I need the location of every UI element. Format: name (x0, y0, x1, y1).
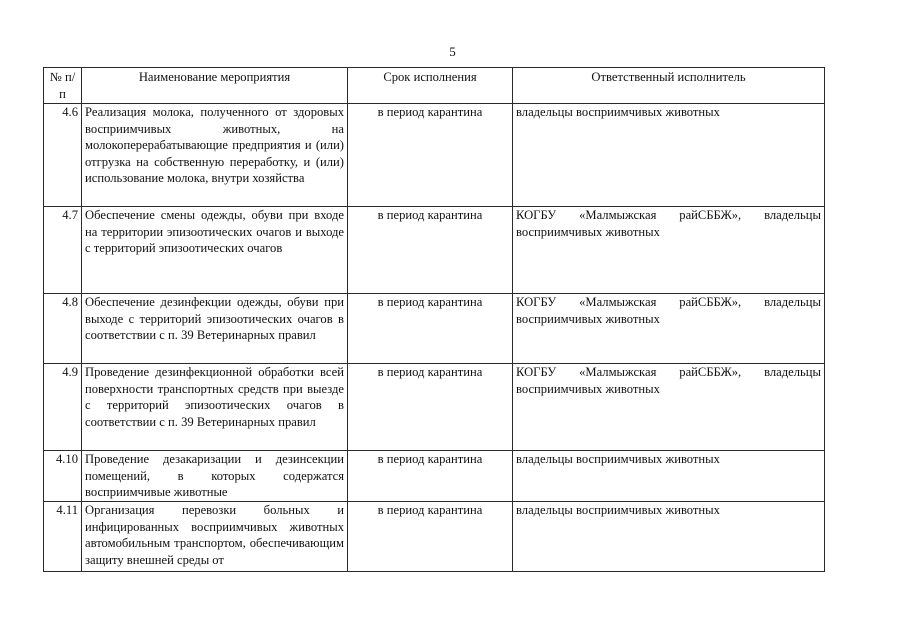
row-num: 4.6 (44, 104, 82, 207)
table-row (44, 294, 825, 364)
row-name: Обеспечение смены одежды, обуви при входе на территории эпизоотических очагов и выходе с территорий эпизоотических очагов (82, 207, 348, 294)
measures-table (43, 67, 825, 572)
row-name: Реализация молока, полученного от здоровых восприимчивых животных, на молокоперерабатывающие предприятия и (или) отгрузка на собственную переработку, и (или) использование молока, внутри хозяйства (82, 104, 348, 207)
table-row (44, 451, 825, 502)
row-responsible: КОГБУ «Малмыжская райСББЖ», владельцы восприимчивых животных (513, 294, 825, 364)
table-header-row (44, 68, 825, 104)
row-num: 4.11 (44, 502, 82, 572)
row-name: Организация перевозки больных и инфицированных восприимчивых животных автомобильным транспортом, обеспечивающим защиту внешней среды от (82, 502, 348, 572)
table-row (44, 207, 825, 294)
row-responsible: КОГБУ «Малмыжская райСББЖ», владельцы восприимчивых животных (513, 364, 825, 451)
row-deadline: в период карантина (348, 294, 513, 364)
table-row (44, 364, 825, 451)
row-deadline: в период карантина (348, 502, 513, 572)
row-name: Проведение дезакаризации и дезинсекции помещений, в которых содержатся восприимчивые животные (82, 451, 348, 502)
table-row (44, 502, 825, 572)
row-deadline: в период карантина (348, 207, 513, 294)
header-name: Наименование мероприятия (82, 68, 348, 104)
row-num: 4.9 (44, 364, 82, 451)
header-num: № п/п (44, 68, 82, 104)
row-num: 4.10 (44, 451, 82, 502)
row-responsible: владельцы восприимчивых животных (513, 451, 825, 502)
row-responsible: владельцы восприимчивых животных (513, 104, 825, 207)
table-row (44, 104, 825, 207)
row-responsible: владельцы восприимчивых животных (513, 502, 825, 572)
row-num: 4.7 (44, 207, 82, 294)
row-deadline: в период карантина (348, 451, 513, 502)
row-name: Обеспечение дезинфекции одежды, обуви при выходе с территорий эпизоотических очагов в соответствии с п. 39 Ветеринарных правил (82, 294, 348, 364)
row-deadline: в период карантина (348, 104, 513, 207)
header-deadline: Срок исполнения (348, 68, 513, 104)
page-number: 5 (449, 44, 456, 59)
row-num: 4.8 (44, 294, 82, 364)
header-responsible: Ответственный исполнитель (513, 68, 825, 104)
row-responsible: КОГБУ «Малмыжская райСББЖ», владельцы восприимчивых животных (513, 207, 825, 294)
row-name: Проведение дезинфекционной обработки всей поверхности транспортных средств при выезде с территорий эпизоотических очагов в соответствии с п. 39 Ветеринарных правил (82, 364, 348, 451)
row-deadline: в период карантина (348, 364, 513, 451)
